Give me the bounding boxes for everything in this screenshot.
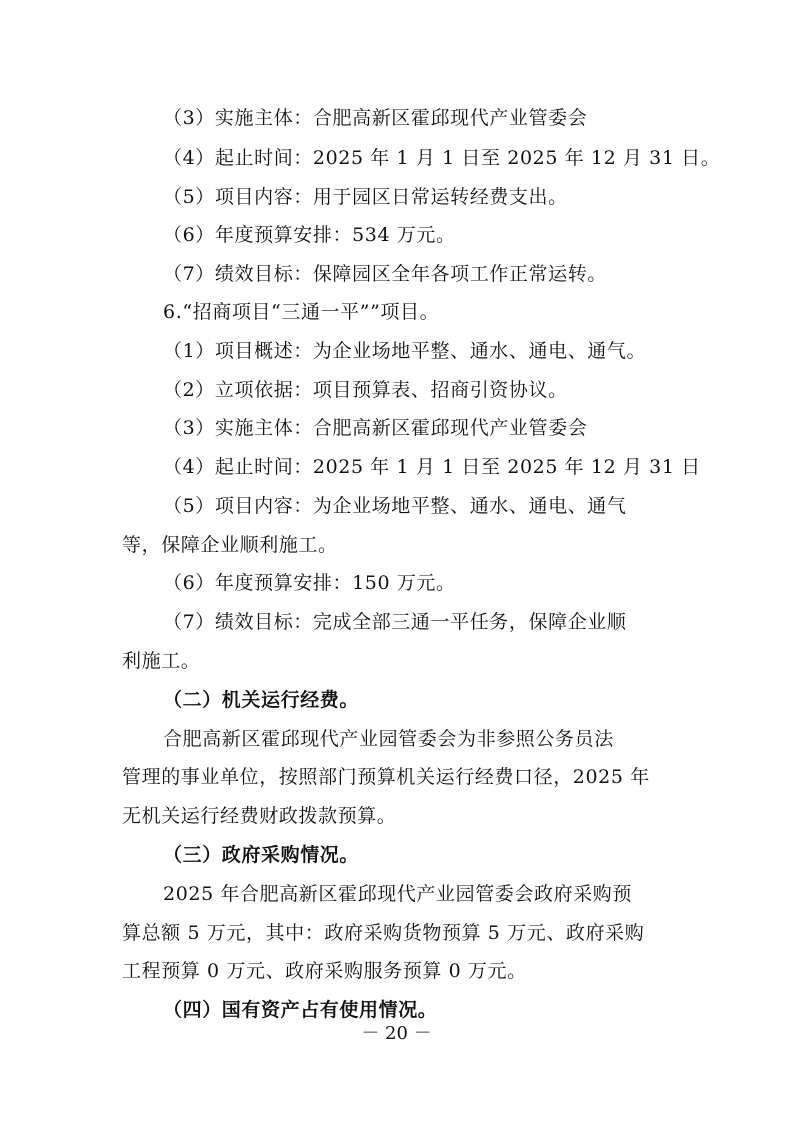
text-line: （1）项目概述：为企业场地平整、通水、通电、通气。: [163, 340, 647, 362]
text-line: 等，保障企业顺利施工。: [122, 534, 338, 556]
text-line: （3）实施主体：合肥高新区霍邱现代产业管委会: [163, 417, 588, 439]
section-heading: （三）政府采购情况。: [163, 844, 360, 866]
text-line: （7）绩效目标：完成全部三通一平任务，保障企业顺: [163, 611, 627, 633]
text-line: 利施工。: [122, 650, 201, 672]
text-line: （4）起止时间：2025 年 1 月 1 日至 2025 年 12 月 31 日: [163, 456, 701, 478]
text-line: （4）起止时间：2025 年 1 月 1 日至 2025 年 12 月 31 日。: [163, 147, 721, 169]
page-number: － 20 －: [361, 1023, 432, 1044]
text-line: （5）项目内容：用于园区日常运转经费支出。: [163, 186, 568, 208]
text-line: （2）立项依据：项目预算表、招商引资协议。: [163, 379, 568, 401]
text-line: 管理的事业单位，按照部门预算机关运行经费口径，2025 年: [122, 766, 650, 788]
text-line: 工程预算 0 万元、政府采购服务预算 0 万元。: [122, 960, 527, 982]
section-heading: （四）国有资产占有使用情况。: [163, 999, 438, 1021]
text-line: （6）年度预算安排：150 万元。: [163, 572, 456, 594]
text-line: （5）项目内容：为企业场地平整、通水、通电、通气: [163, 495, 627, 517]
text-line: 算总额 5 万元，其中：政府采购货物预算 5 万元、政府采购: [122, 922, 645, 944]
section-heading: 6.“招商项目“三通一平””项目。: [163, 301, 440, 323]
section-heading: （二）机关运行经费。: [163, 689, 360, 711]
text-line: （7）绩效目标：保障园区全年各项工作正常运转。: [163, 263, 607, 285]
text-line: 无机关运行经费财政拨款预算。: [122, 805, 397, 827]
text-line: （3）实施主体：合肥高新区霍邱现代产业管委会: [163, 107, 588, 129]
text-line: 合肥高新区霍邱现代产业园管委会为非参照公务员法: [163, 728, 614, 750]
text-line: （6）年度预算安排：534 万元。: [163, 224, 456, 246]
text-line: 2025 年合肥高新区霍邱现代产业园管委会政府采购预: [163, 883, 632, 905]
